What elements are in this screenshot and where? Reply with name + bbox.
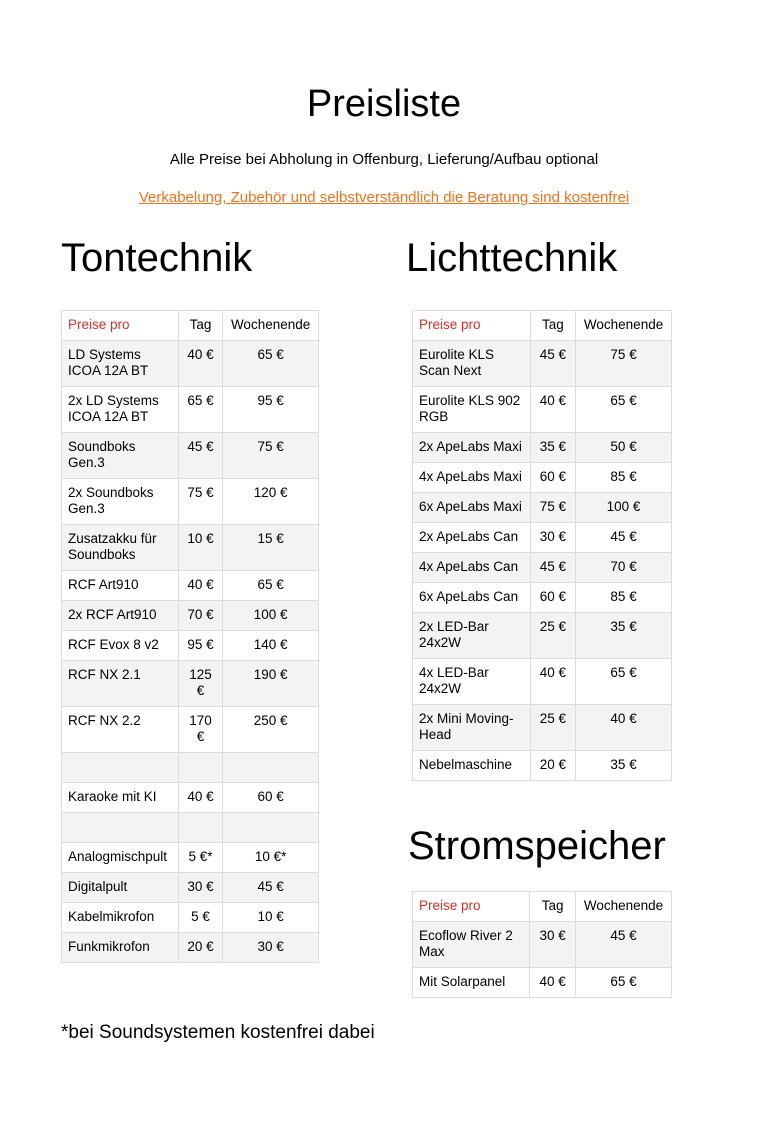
day-price-cell: 125 € — [178, 661, 222, 707]
day-price-cell: 65 € — [178, 387, 222, 433]
table-row — [62, 813, 319, 843]
item-cell: Eurolite KLS Scan Next — [413, 341, 531, 387]
weekend-price-cell: 35 € — [576, 751, 672, 781]
header-day: Tag — [178, 311, 222, 341]
item-cell — [62, 813, 179, 843]
table-row — [62, 479, 319, 525]
weekend-price-cell: 40 € — [576, 705, 672, 751]
weekend-price-cell: 70 € — [576, 553, 672, 583]
item-cell: Analogmischpult — [62, 843, 179, 873]
day-price-cell: 30 € — [178, 873, 222, 903]
weekend-price-cell: 75 € — [576, 341, 672, 387]
table-row — [413, 493, 672, 523]
table-row — [62, 433, 319, 479]
item-cell: Eurolite KLS 902 RGB — [413, 387, 531, 433]
item-cell: 2x Soundboks Gen.3 — [62, 479, 179, 525]
table-row — [62, 525, 319, 571]
day-price-cell — [178, 813, 222, 843]
item-cell: RCF Evox 8 v2 — [62, 631, 179, 661]
weekend-price-cell: 65 € — [576, 968, 672, 998]
footnote: *bei Soundsystemen kostenfrei dabei — [61, 1022, 375, 1043]
item-cell: Karaoke mit KI — [62, 783, 179, 813]
day-price-cell: 20 € — [178, 933, 222, 963]
table-row — [62, 661, 319, 707]
table-row — [413, 751, 672, 781]
page-title: Preisliste — [306, 83, 462, 125]
table-row — [413, 705, 672, 751]
header-day: Tag — [530, 311, 576, 341]
weekend-price-cell: 140 € — [223, 631, 319, 661]
table-row — [62, 601, 319, 631]
weekend-price-cell: 45 € — [576, 922, 672, 968]
day-price-cell: 40 € — [530, 387, 576, 433]
weekend-price-cell: 35 € — [576, 613, 672, 659]
table-row — [413, 583, 672, 613]
table-row — [62, 903, 319, 933]
day-price-cell: 70 € — [178, 601, 222, 631]
weekend-price-cell: 65 € — [223, 571, 319, 601]
weekend-price-cell: 95 € — [223, 387, 319, 433]
weekend-price-cell: 50 € — [576, 433, 672, 463]
table-row — [413, 463, 672, 493]
weekend-price-cell: 100 € — [223, 601, 319, 631]
table-row — [413, 659, 672, 705]
header-weekend: Wochenende — [576, 892, 672, 922]
day-price-cell: 75 € — [178, 479, 222, 525]
day-price-cell: 60 € — [530, 583, 576, 613]
lichttechnik-heading: Lichttechnik — [406, 236, 618, 280]
day-price-cell: 20 € — [530, 751, 576, 781]
item-cell: Nebelmaschine — [413, 751, 531, 781]
table-row — [413, 433, 672, 463]
table-row — [62, 387, 319, 433]
item-cell: RCF NX 2.1 — [62, 661, 179, 707]
weekend-price-cell: 10 €* — [223, 843, 319, 873]
weekend-price-cell: 100 € — [576, 493, 672, 523]
page-subtitle: Alle Preise bei Abholung in Offenburg, Lieferung/Aufbau optional — [169, 151, 599, 168]
weekend-price-cell: 15 € — [223, 525, 319, 571]
header-weekend: Wochenende — [576, 311, 672, 341]
day-price-cell: 45 € — [530, 553, 576, 583]
weekend-price-cell: 190 € — [223, 661, 319, 707]
table-row — [62, 631, 319, 661]
free-services-note: Verkabelung, Zubehör und selbstverständlich die Beratung sind kostenfrei — [138, 189, 630, 206]
day-price-cell: 40 € — [178, 571, 222, 601]
weekend-price-cell: 45 € — [576, 523, 672, 553]
table-row — [413, 968, 672, 998]
day-price-cell: 60 € — [530, 463, 576, 493]
weekend-price-cell: 85 € — [576, 583, 672, 613]
day-price-cell: 40 € — [178, 341, 222, 387]
day-price-cell: 40 € — [178, 783, 222, 813]
day-price-cell: 30 € — [530, 523, 576, 553]
day-price-cell: 45 € — [178, 433, 222, 479]
day-price-cell: 95 € — [178, 631, 222, 661]
header-label: Preise pro — [413, 311, 531, 341]
item-cell: Zusatzakku für Soundboks — [62, 525, 179, 571]
day-price-cell: 5 €* — [178, 843, 222, 873]
table-row — [62, 753, 319, 783]
lichttechnik-price-table — [412, 310, 672, 781]
table-row — [62, 933, 319, 963]
day-price-cell: 30 € — [530, 922, 576, 968]
table-row — [62, 843, 319, 873]
table-row — [413, 341, 672, 387]
item-cell: RCF NX 2.2 — [62, 707, 179, 753]
weekend-price-cell: 120 € — [223, 479, 319, 525]
table-header-row — [413, 892, 672, 922]
day-price-cell: 40 € — [530, 659, 576, 705]
item-cell: 2x ApeLabs Maxi — [413, 433, 531, 463]
weekend-price-cell: 10 € — [223, 903, 319, 933]
weekend-price-cell: 75 € — [223, 433, 319, 479]
item-cell: 6x ApeLabs Can — [413, 583, 531, 613]
day-price-cell: 25 € — [530, 705, 576, 751]
table-row — [413, 922, 672, 968]
weekend-price-cell — [223, 813, 319, 843]
item-cell: Funkmikrofon — [62, 933, 179, 963]
table-row — [413, 553, 672, 583]
item-cell: RCF Art910 — [62, 571, 179, 601]
weekend-price-cell: 250 € — [223, 707, 319, 753]
item-cell: 6x ApeLabs Maxi — [413, 493, 531, 523]
item-cell: 4x LED-Bar 24x2W — [413, 659, 531, 705]
table-header-row — [413, 311, 672, 341]
table-row — [413, 387, 672, 433]
stromspeicher-price-table — [412, 891, 672, 998]
item-cell — [62, 753, 179, 783]
day-price-cell: 35 € — [530, 433, 576, 463]
day-price-cell: 45 € — [530, 341, 576, 387]
weekend-price-cell — [223, 753, 319, 783]
stromspeicher-heading: Stromspeicher — [408, 824, 666, 868]
tontechnik-heading: Tontechnik — [61, 236, 253, 280]
item-cell: 2x Mini Moving-Head — [413, 705, 531, 751]
table-row — [62, 783, 319, 813]
day-price-cell — [178, 753, 222, 783]
item-cell: 2x RCF Art910 — [62, 601, 179, 631]
header-weekend: Wochenende — [223, 311, 319, 341]
day-price-cell: 25 € — [530, 613, 576, 659]
weekend-price-cell: 65 € — [576, 659, 672, 705]
weekend-price-cell: 60 € — [223, 783, 319, 813]
item-cell: 4x ApeLabs Can — [413, 553, 531, 583]
item-cell: 2x LED-Bar 24x2W — [413, 613, 531, 659]
header-label: Preise pro — [413, 892, 530, 922]
table-row — [62, 341, 319, 387]
weekend-price-cell: 30 € — [223, 933, 319, 963]
item-cell: Kabelmikrofon — [62, 903, 179, 933]
table-row — [62, 873, 319, 903]
item-cell: Soundboks Gen.3 — [62, 433, 179, 479]
item-cell: 2x LD Systems ICOA 12A BT — [62, 387, 179, 433]
table-header-row — [62, 311, 319, 341]
table-row — [62, 571, 319, 601]
item-cell: Ecoflow River 2 Max — [413, 922, 530, 968]
header-label: Preise pro — [62, 311, 179, 341]
day-price-cell: 5 € — [178, 903, 222, 933]
table-row — [413, 613, 672, 659]
tontechnik-price-table — [61, 310, 319, 963]
table-row — [62, 707, 319, 753]
weekend-price-cell: 65 € — [576, 387, 672, 433]
day-price-cell: 75 € — [530, 493, 576, 523]
item-cell: 2x ApeLabs Can — [413, 523, 531, 553]
weekend-price-cell: 85 € — [576, 463, 672, 493]
item-cell: 4x ApeLabs Maxi — [413, 463, 531, 493]
header-day: Tag — [530, 892, 576, 922]
item-cell: Mit Solarpanel — [413, 968, 530, 998]
day-price-cell: 170 € — [178, 707, 222, 753]
item-cell: Digitalpult — [62, 873, 179, 903]
day-price-cell: 10 € — [178, 525, 222, 571]
day-price-cell: 40 € — [530, 968, 576, 998]
table-row — [413, 523, 672, 553]
item-cell: LD Systems ICOA 12A BT — [62, 341, 179, 387]
weekend-price-cell: 45 € — [223, 873, 319, 903]
weekend-price-cell: 65 € — [223, 341, 319, 387]
